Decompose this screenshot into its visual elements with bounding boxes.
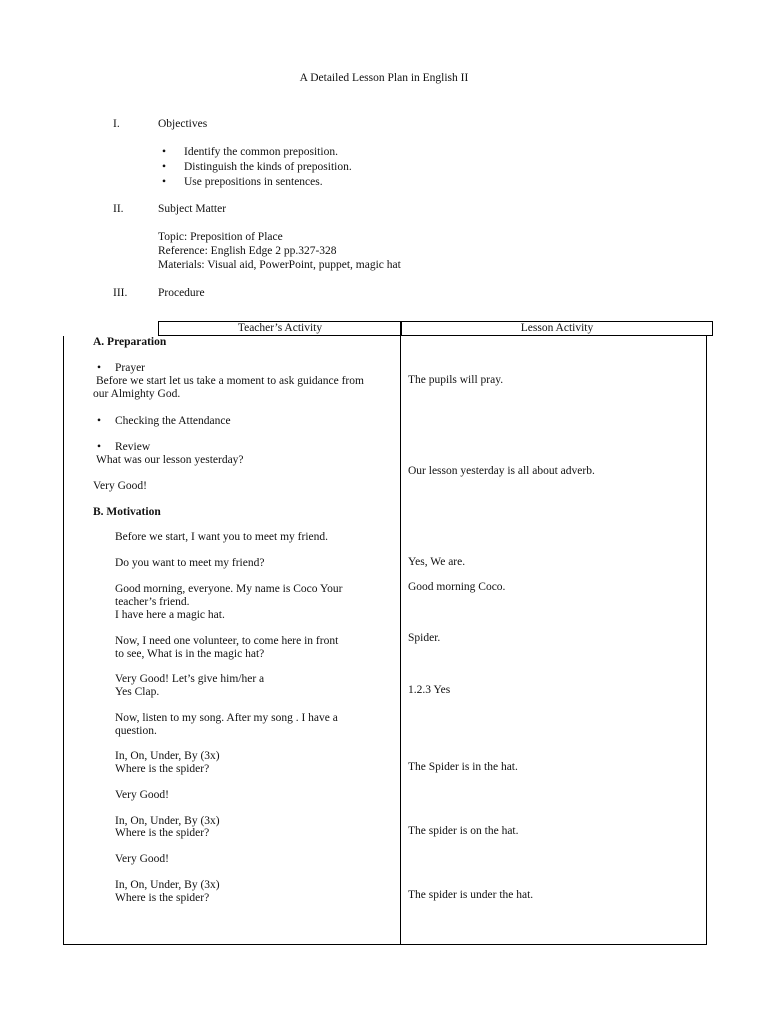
attendance-label: • Checking the Attendance — [115, 415, 231, 428]
lesson-response: Spider. — [408, 632, 441, 644]
objective-item: • Use prepositions in sentences. — [162, 176, 352, 191]
motivation-line: Now, I need one volunteer, to come here in front — [115, 635, 339, 647]
song-line: In, On, Under, By (3x) — [115, 815, 220, 827]
very-good-text: Very Good! — [115, 789, 169, 801]
motivation-line: Very Good! Let’s give him/her a — [115, 673, 265, 685]
prayer-label: • Prayer — [115, 362, 145, 375]
subject-topic: Topic: Preposition of Place — [158, 231, 283, 243]
review-label: • Review — [115, 441, 150, 454]
motivation-line: Now, listen to my song. After my song . I have a — [115, 712, 338, 724]
song-line: In, On, Under, By (3x) — [115, 750, 220, 762]
motivation-heading: B. Motivation — [93, 506, 161, 518]
lesson-response: Good morning Coco. — [408, 581, 506, 593]
section-number-subject-matter: II. — [113, 203, 124, 215]
very-good-text: Very Good! — [93, 480, 147, 492]
motivation-line: Do you want to meet my friend? — [115, 557, 265, 569]
subject-reference: Reference: English Edge 2 pp.327-328 — [158, 245, 337, 257]
section-heading-subject-matter: Subject Matter — [158, 203, 227, 215]
motivation-line: I have here a magic hat. — [115, 609, 225, 621]
lesson-response: Yes, We are. — [408, 556, 466, 568]
motivation-line: Yes Clap. — [115, 686, 160, 698]
header-teacher-activity: Teacher’s Activity — [159, 322, 402, 335]
question-line: Where is the spider? — [115, 763, 210, 775]
section-heading-objectives: Objectives — [158, 118, 208, 130]
lesson-response: The pupils will pray. — [408, 374, 504, 386]
lesson-response: Our lesson yesterday is all about adverb. — [408, 465, 595, 477]
song-line: In, On, Under, By (3x) — [115, 879, 220, 891]
column-divider — [400, 321, 401, 944]
section-number-objectives: I. — [113, 118, 120, 130]
motivation-line: Before we start, I want you to meet my friend. — [115, 531, 329, 543]
lesson-response: The Spider is in the hat. — [408, 761, 518, 773]
prayer-text: Before we start let us take a moment to ask guidance from our Almighty God. — [93, 375, 364, 400]
motivation-line: teacher’s friend. — [115, 596, 190, 608]
lesson-response: 1.2.3 Yes — [408, 684, 451, 696]
objectives-list — [162, 146, 352, 191]
lesson-response: The spider is on the hat. — [408, 825, 519, 837]
document-title: A Detailed Lesson Plan in English II — [299, 72, 469, 84]
preparation-heading: A. Preparation — [93, 336, 167, 348]
motivation-line: to see, What is in the magic hat? — [115, 648, 265, 660]
header-lesson-activity: Lesson Activity — [520, 322, 594, 334]
section-heading-procedure: Procedure — [158, 287, 205, 299]
subject-materials: Materials: Visual aid, PowerPoint, puppet, magic hat — [158, 259, 401, 271]
lesson-response: The spider is under the hat. — [408, 889, 534, 901]
review-text: What was our lesson yesterday? — [96, 454, 244, 466]
procedure-table-header — [158, 321, 713, 336]
very-good-text: Very Good! — [115, 853, 169, 865]
section-number-procedure: III. — [113, 287, 128, 299]
objective-item: • Distinguish the kinds of preposition. — [162, 161, 352, 176]
motivation-line: Good morning, everyone. My name is Coco Your — [115, 583, 343, 595]
motivation-line: question. — [115, 725, 157, 737]
objective-item: • Identify the common preposition. — [162, 146, 352, 161]
question-line: Where is the spider? — [115, 827, 210, 839]
question-line: Where is the spider? — [115, 892, 210, 904]
